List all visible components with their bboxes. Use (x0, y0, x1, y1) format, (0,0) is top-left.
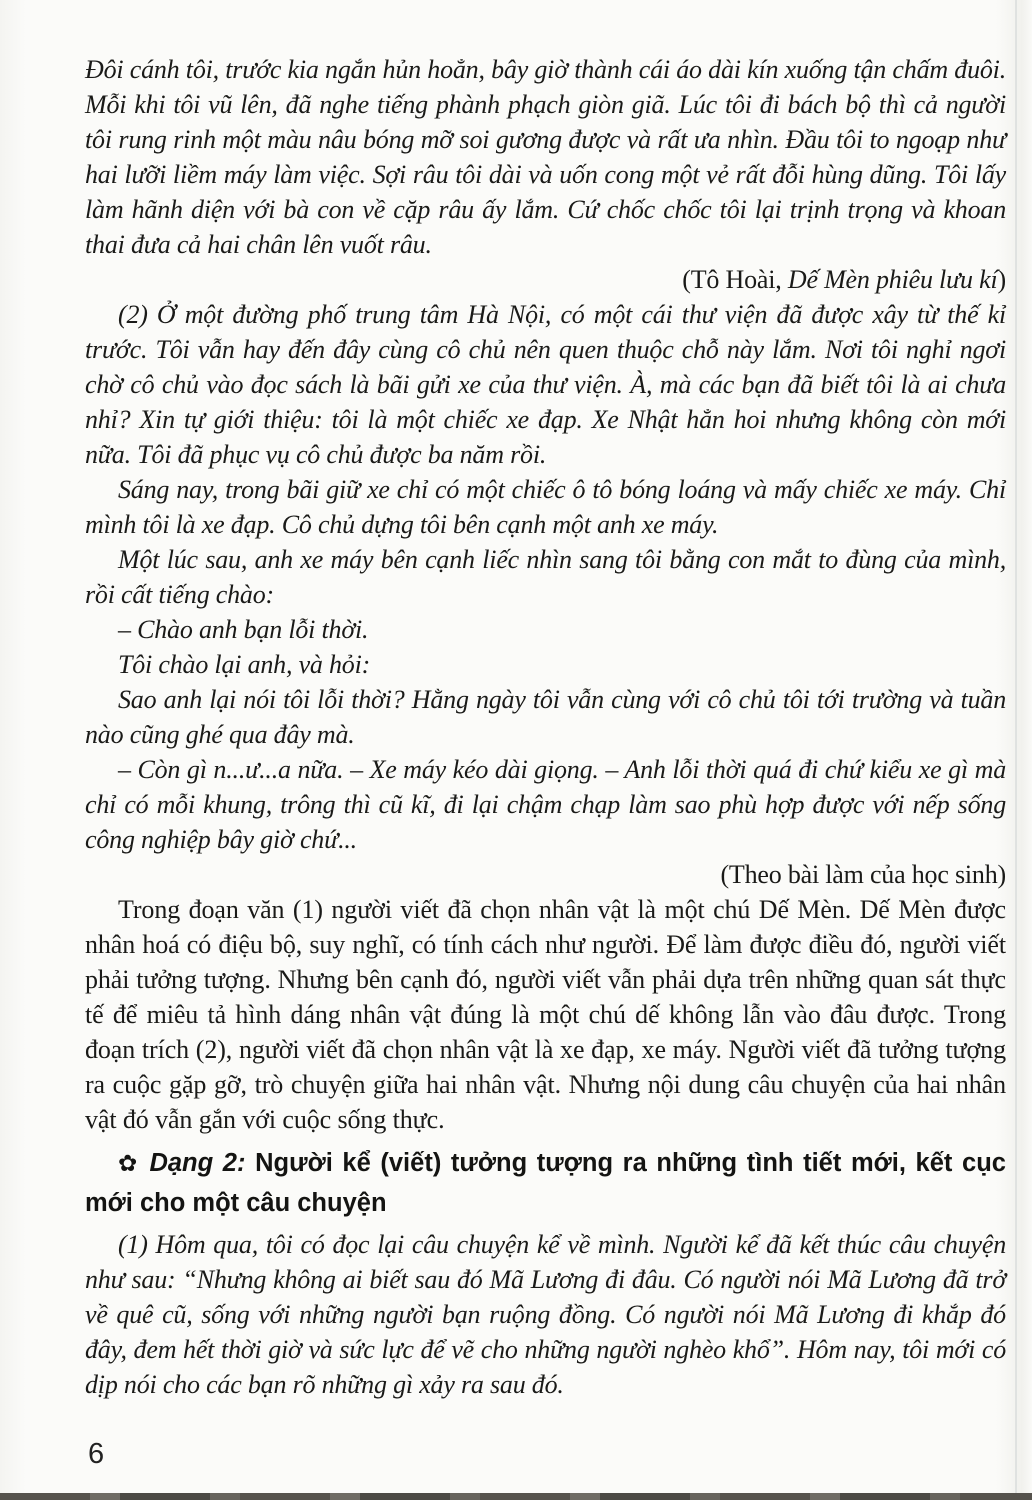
commentary-analysis (85, 892, 1006, 1137)
paragraph: (2) Ở một đường phố trung tâm Hà Nội, có một cái thư viện đã được xây từ thế kỉ trước. Tôi vẫn hay đến đây cùng cô chủ nên quen thuộc chỗ này lắm. Nơi tôi nghỉ ngơi chờ cô chủ vào đọc sách là bãi gửi xe của thư viện. À, mà các bạn đã biết tôi là ai chưa nhỉ? Xin tự giới thiệu: tôi là một chiếc xe đạp. Xe Nhật hẳn hoi nhưng không còn mới nữa. Tôi đã phục vụ cô chủ được ba năm rồi. (85, 300, 1006, 469)
excerpt-xe-dap-student-essay (85, 297, 1006, 892)
scan-bottom-bar (0, 1493, 1032, 1500)
scan-edge-line (1015, 0, 1017, 1500)
page-number: 6 (88, 1438, 105, 1470)
attribution-student-essay: (Theo bài làm của học sinh) (720, 860, 1006, 889)
dialogue-line: – Chào anh bạn lỗi thời. (118, 615, 369, 644)
excerpt-de-men-phieu-luu-ki (85, 52, 1006, 297)
book-title: Dế Mèn phiêu lưu kí (787, 265, 998, 294)
paragraph: Một lúc sau, anh xe máy bên cạnh liếc nhìn sang tôi bằng con mắt to đùng của mình, rồi cất tiếng chào: (85, 545, 1006, 609)
page-content (85, 52, 1006, 1402)
dialogue-line: Tôi chào lại anh, và hỏi: (118, 650, 371, 679)
excerpt-ma-luong (85, 1227, 1006, 1402)
florette-icon: ✿ (118, 1151, 140, 1177)
section-heading-text: Người kể (viết) tưởng tượng ra những tình tiết mới, kết cục mới cho một câu chuyện (85, 1149, 1006, 1217)
section-heading-dang-2 (85, 1144, 1006, 1223)
paragraph: – Còn gì n...ư...a nữa. – Xe máy kéo dài giọng. – Anh lỗi thời quá đi chứ kiểu xe gì mà chỉ có mỗi khung, trông thì cũ kĩ, đi lại chậm chạp làm sao phù hợp được với nếp sống công nghiệp bây giờ chứ... (85, 755, 1006, 854)
attribution-suffix: ) (997, 265, 1006, 294)
paragraph: Sáng nay, trong bãi giữ xe chỉ có một chiếc ô tô bóng loáng và mấy chiếc xe máy. Chỉ mình tôi là xe đạp. Cô chủ dựng tôi bên cạnh một anh xe máy. (85, 475, 1006, 539)
paragraph: (1) Hôm qua, tôi có đọc lại câu chuyện kể về mình. Người kể đã kết thúc câu chuyện như sau: “Nhưng không ai biết sau đó Mã Lương đi đâu. Có người nói Mã Lương đã trở về quê cũ, sống với những người bạn ruộng đồng. Có người nói Mã Lương đi khắp đó đây, đem hết thời giờ và sức lực để vẽ cho những người nghèo khổ”. Hôm nay, tôi mới có dịp nói cho các bạn rõ những gì xảy ra sau đó. (85, 1230, 1006, 1399)
paragraph: Trong đoạn văn (1) người viết đã chọn nhân vật là một chú Dế Mèn. Dế Mèn được nhân hoá có điệu bộ, suy nghĩ, có tính cách như người. Để làm được điều đó, người viết phải tưởng tượng. Nhưng bên cạnh đó, người viết vẫn phải dựa trên những quan sát thực tế để miêu tả hình dáng nhân vật đúng là một chú dế không lẫn vào đâu được. Trong đoạn trích (2), người viết đã chọn nhân vật là xe đạp, xe máy. Người viết đã tưởng tượng ra cuộc gặp gỡ, trò chuyện giữa hai nhân vật. Nhưng nội dung câu chuyện của hai nhân vật đó vẫn gắn với cuộc sống thực. (85, 895, 1006, 1134)
section-heading-label: Dạng 2: (149, 1149, 246, 1177)
paragraph: Sao anh lại nói tôi lỗi thời? Hằng ngày tôi vẫn cùng với cô chủ tôi tới trường và tuần nào cũng ghé qua đây mà. (85, 685, 1006, 749)
paragraph: Đôi cánh tôi, trước kia ngắn hủn hoẳn, bây giờ thành cái áo dài kín xuống tận chấm đuôi. Mỗi khi tôi vũ lên, đã nghe tiếng phành phạch giòn giã. Lúc tôi đi bách bộ thì cả người tôi rung rinh một màu nâu bóng mỡ soi gương được và rất ưa nhìn. Đầu tôi to ngoạp như hai lưỡi liềm máy làm việc. Sợi râu tôi dài và uốn cong một vẻ rất đỗi hùng dũng. Tôi lấy làm hãnh diện với bà con về cặp râu ấy lắm. Cứ chốc chốc tôi lại trịnh trọng và khoan thai đưa cả hai chân lên vuốt râu. (85, 55, 1006, 259)
attribution-prefix: (Tô Hoài, (682, 265, 788, 294)
attribution-to-hoai (85, 262, 1006, 297)
